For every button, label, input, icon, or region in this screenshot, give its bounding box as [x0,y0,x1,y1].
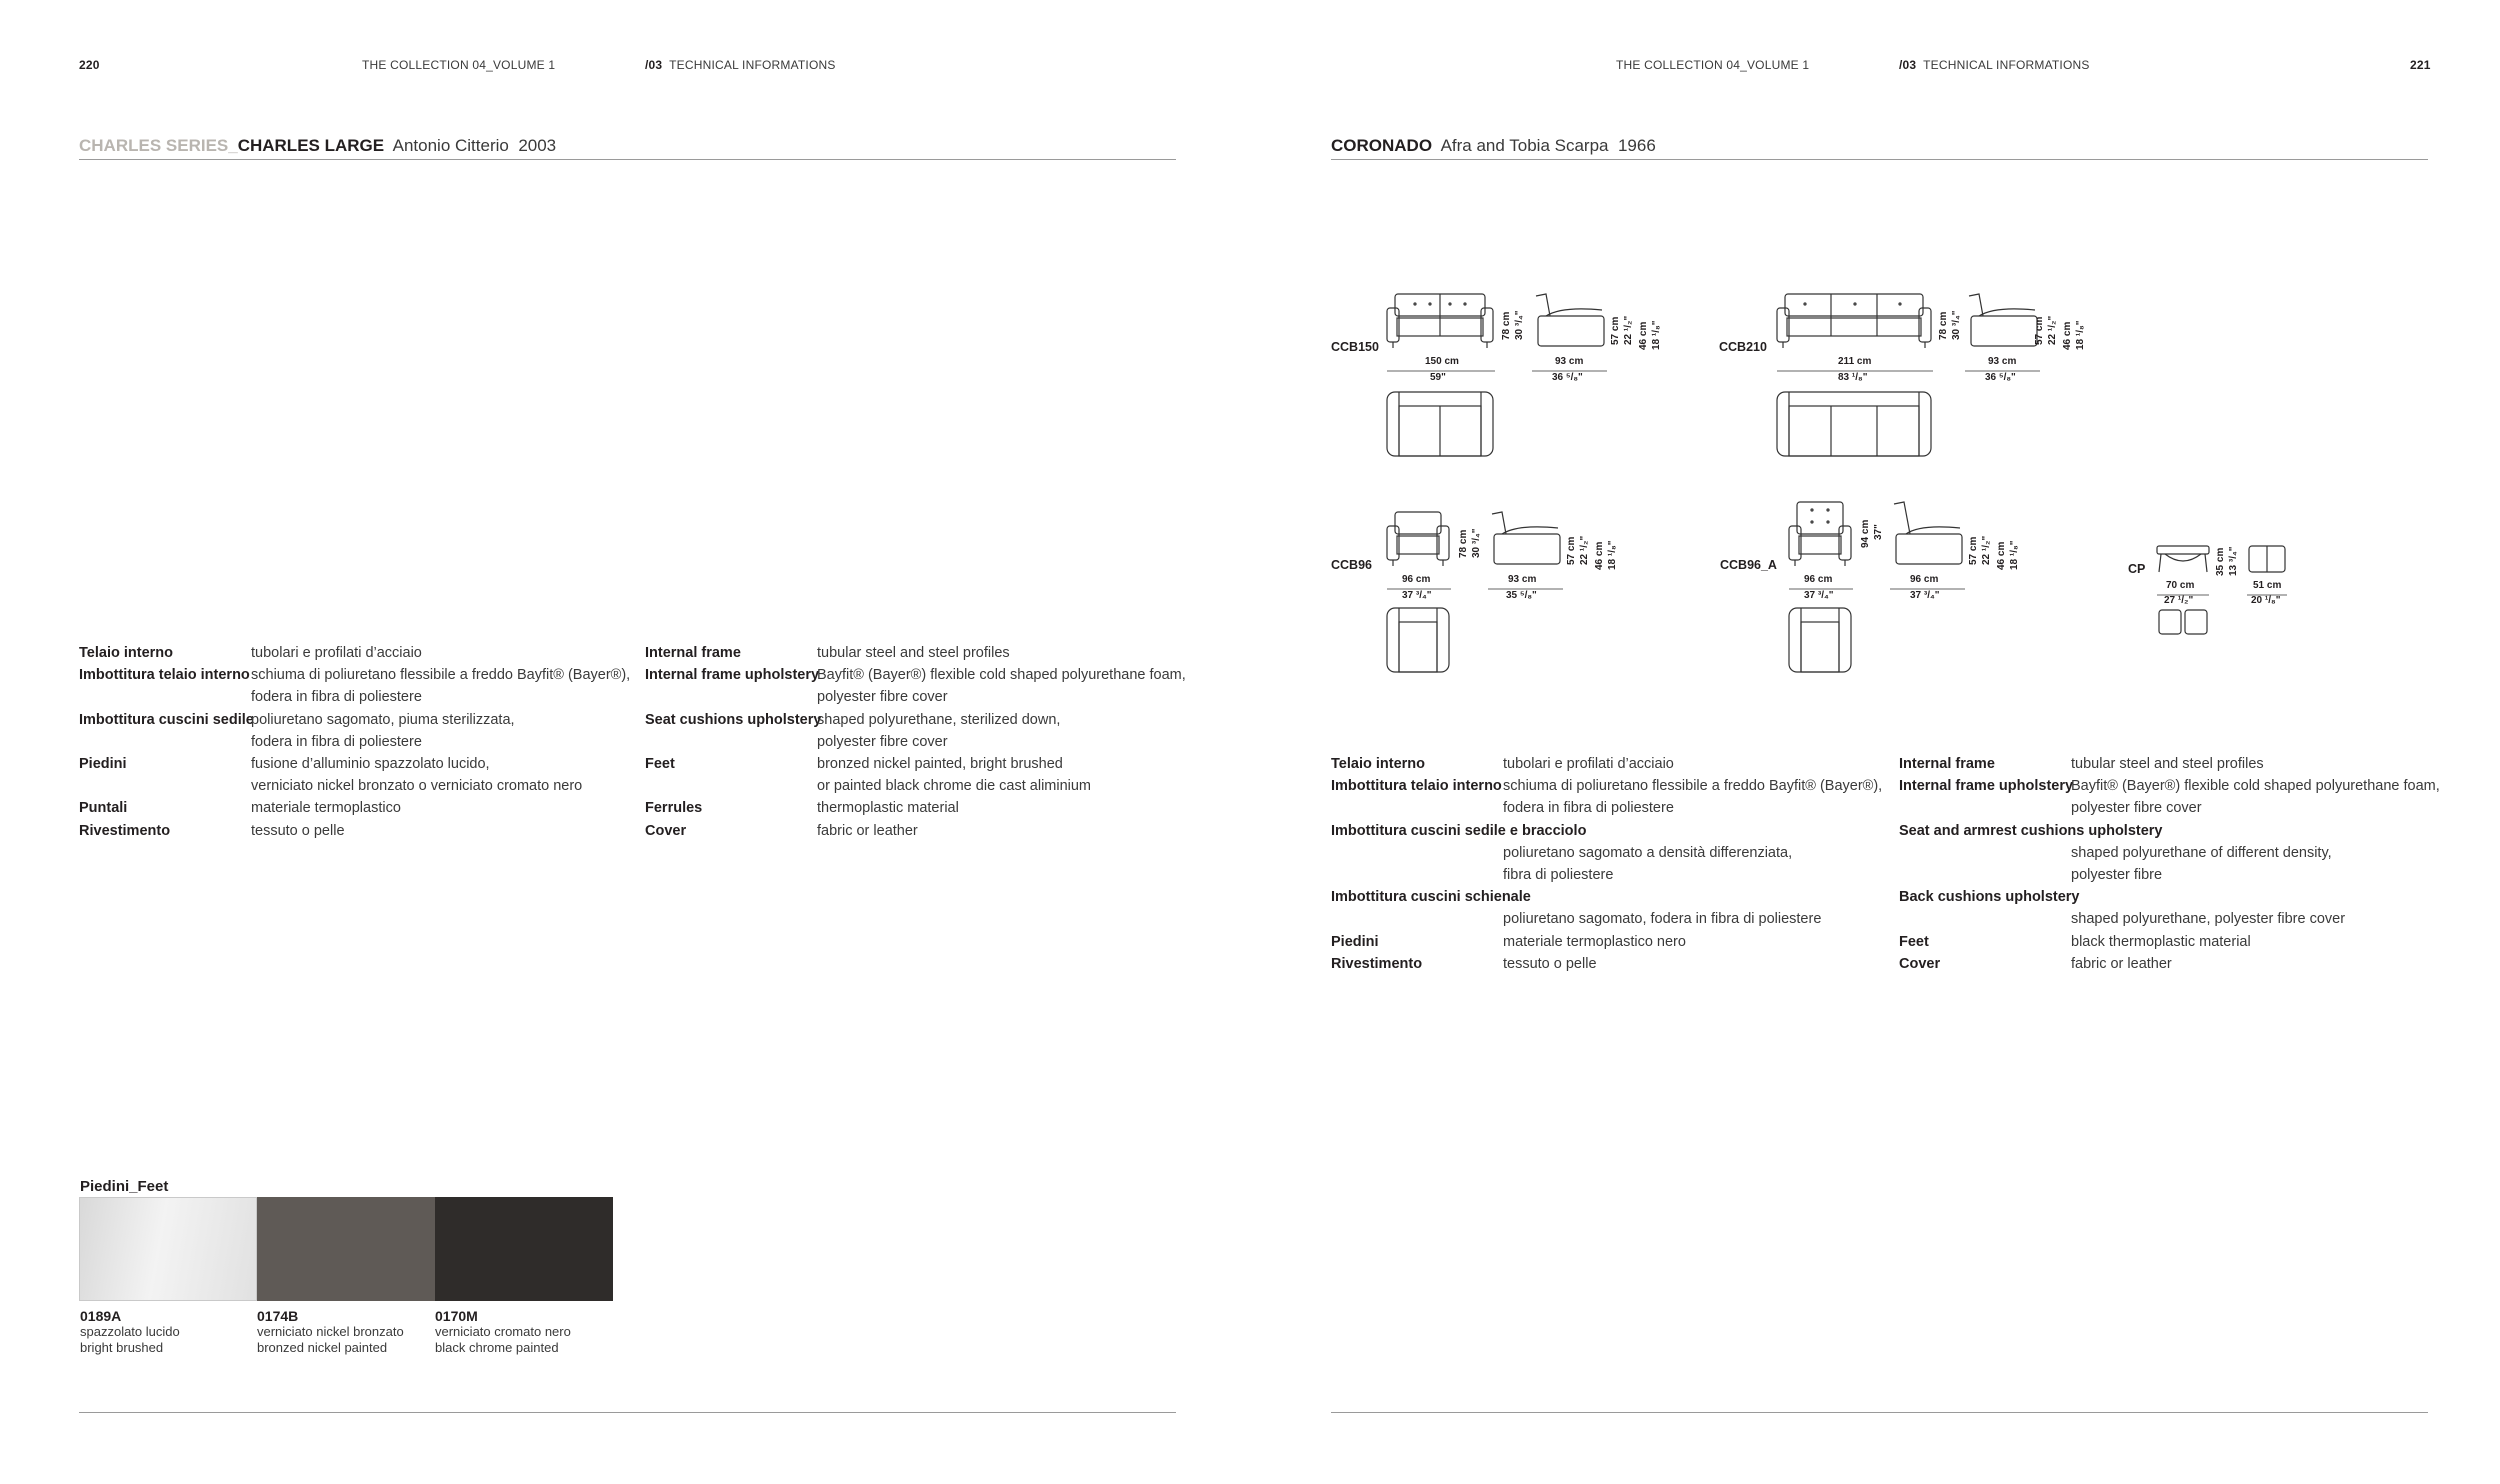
swatch-caption [435,1308,571,1356]
spec-label [645,775,817,797]
header-section-number: /03 [645,58,663,72]
header-section [1899,58,2090,72]
height-label: 78 cm [1458,529,1469,558]
arm-height-label: 46 cm [1594,541,1605,570]
header-section-number: /03 [1899,58,1917,72]
spec-row [1899,931,2440,953]
height-inches: 30 ³/₄" [1951,310,1962,340]
spec-label: Feet [645,756,675,773]
swatch-en: bronzed nickel painted [257,1340,388,1355]
spec-value: Bayfit® (Bayer®) flexible cold shaped polyurethane foam, [2071,778,2440,795]
depth-label: 96 cm [1910,574,1939,585]
spec-value: poliuretano sagomato a densità differenziata, [1503,844,1793,861]
arm-height-label: 46 cm [1996,541,2007,570]
swatch-en: black chrome painted [435,1340,559,1355]
swatch-it: verniciato nickel bronzato [257,1324,404,1339]
spec-row [1331,753,1882,775]
product-code-ccb150: CCB150 [1331,340,1379,354]
height-label: 78 cm [1501,311,1512,340]
spec-heading: Back cushions upholstery [1899,889,2080,906]
spec-label: Piedini [1331,933,1379,950]
width-inches: 27 ¹/₂" [2164,595,2194,606]
spec-value: tessuto o pelle [1503,955,1597,972]
depth-inches: 36 ⁵/₈" [1985,372,2016,383]
spec-label: Imbottitura cuscini sedile [79,711,254,728]
spec-value: bronzed nickel painted, bright brushed [817,756,1063,773]
footer-rule [79,1412,1176,1413]
spec-value: schiuma di poliuretano flessibile a freddo Bayfit® (Bayer®), [251,667,631,684]
header-section [645,58,836,72]
spec-row [1331,886,1882,908]
spec-label: Cover [645,822,687,839]
spec-value: polyester fibre [2071,867,2163,884]
spec-value: poliuretano sagomato, fodera in fibra di poliestere [1503,911,1822,928]
spec-row [1899,886,2440,908]
spec-label: Internal frame [645,645,741,661]
spec-value: polyester fibre cover [817,689,948,706]
spec-row [79,797,630,819]
armchair-front-drawing [1385,510,1451,572]
spec-row [645,797,1186,819]
spec-value: tubular steel and steel profiles [2071,756,2264,772]
arm-height-inches: 18 ¹/₈" [1607,540,1618,570]
specs-italian [1331,753,1882,975]
product-code-ccb96a: CCB96_A [1720,558,1777,572]
page-number: 220 [79,58,100,72]
spec-value: tessuto o pelle [251,822,345,839]
width-inches: 37 ³/₄" [1402,590,1432,601]
spec-label: Ferrules [645,800,703,817]
spec-row [1331,775,1882,797]
spec-label: Internal frame upholstery [645,667,820,684]
spec-row [1331,908,1882,930]
spec-row [79,686,630,708]
spec-label [1899,908,2071,930]
spec-row [1331,797,1882,819]
height-inches: 30 ³/₄" [1471,528,1482,558]
spec-row [1899,908,2440,930]
height-inches: 37" [1873,524,1884,540]
swatch-0174b [257,1197,435,1301]
spec-value: fodera in fibra di poliestere [251,733,422,750]
spec-heading: Imbottitura cuscini sedile e bracciolo [1331,822,1587,839]
table-top-drawing [2157,608,2209,636]
spec-value: shaped polyurethane of different density, [2071,844,2332,861]
depth-label: 93 cm [1988,356,2017,367]
table-side-drawing [2247,544,2287,578]
series-name: CHARLES SERIES_ [79,136,238,155]
depth-inches: 36 ⁵/₈" [1552,372,1583,383]
spec-value: polyester fibre cover [817,733,948,750]
spec-row [1899,797,2440,819]
spec-row [645,642,1186,664]
swatch-code: 0189A [80,1308,122,1324]
spec-row [79,775,630,797]
footer-rule [1331,1412,2428,1413]
spec-label: Rivestimento [79,822,171,839]
spec-label [1331,842,1503,864]
header-collection: THE COLLECTION 04_VOLUME 1 [362,58,556,72]
spec-label [1331,797,1503,819]
swatch-it: verniciato cromato nero [435,1324,571,1339]
swatch-it: spazzolato lucido [80,1324,180,1339]
sofa-front-drawing [1775,292,1933,354]
spec-label [79,731,251,753]
depth-inches: 20 ¹/₈" [2251,595,2281,606]
spec-row [79,642,630,664]
spec-row [1331,820,1882,842]
spec-value: polyester fibre cover [2071,800,2202,817]
spec-row [1899,775,2440,797]
header-section-title: TECHNICAL INFORMATIONS [1923,58,2090,72]
spec-value: fabric or leather [2071,955,2172,972]
sofa-top-drawing [1775,388,1933,460]
spec-row [1899,753,2440,775]
spec-row [645,686,1186,708]
height-inches: 30 ³/₄" [1514,310,1525,340]
width-label: 211 cm [1838,356,1872,367]
spec-label [1331,864,1503,886]
spec-row [79,753,630,775]
arm-height-inches: 18 ¹/₈" [2009,540,2020,570]
sofa-side-drawing [1532,292,1607,354]
spec-row [645,753,1186,775]
spec-label: Internal frame [1899,756,1995,772]
spec-row [1899,842,2440,864]
spec-row [645,820,1186,842]
year: 2003 [518,136,557,155]
spec-row [1331,953,1882,975]
width-label: 150 cm [1425,356,1459,367]
spec-row [79,709,630,731]
armchair-top-drawing [1385,604,1451,676]
seat-height-inches: 22 ¹/₂" [1579,535,1590,565]
product-name: CHARLES LARGE [237,136,385,155]
sofa-top-drawing [1385,388,1495,460]
seat-height-inches: 22 ¹/₂" [2047,315,2058,345]
spec-value: Bayfit® (Bayer®) flexible cold shaped polyurethane foam, [817,667,1186,684]
sofa-front-drawing [1385,292,1495,354]
spec-value: fodera in fibra di poliestere [1503,800,1674,817]
specs-english [645,642,1186,842]
spec-heading: Imbottitura cuscini schienale [1331,889,1531,906]
width-label: 70 cm [2166,580,2195,591]
seat-height-label: 57 cm [1566,536,1577,565]
width-inches: 83 ¹/₈" [1838,372,1868,383]
spec-value: shaped polyurethane, polyester fibre cover [2071,911,2346,928]
spec-row [1899,953,2440,975]
swatch-caption [257,1308,404,1356]
spec-row [1899,864,2440,886]
arm-height-label: 46 cm [2062,321,2073,350]
product-title [79,136,556,156]
spec-value: fusione d’alluminio spazzolato lucido, [251,756,490,773]
feet-title: Piedini_Feet [80,1178,169,1195]
depth-label: 93 cm [1555,356,1584,367]
spec-value: materiale termoplastico nero [1503,933,1686,950]
spec-row [1899,820,2440,842]
seat-height-inches: 22 ¹/₂" [1623,315,1634,345]
spec-value: verniciato nickel bronzato o verniciato cromato nero [251,778,583,795]
title-rule [79,159,1176,160]
spec-row [645,775,1186,797]
specs-italian [79,642,630,842]
spec-label [1331,908,1503,930]
sofa-side-drawing [1965,292,2040,354]
height-label: 94 cm [1860,519,1871,548]
depth-inches: 35 ⁵/₈" [1506,590,1537,601]
header-section-title: TECHNICAL INFORMATIONS [669,58,836,72]
armchair-high-front-drawing [1787,500,1853,572]
right-page [1250,0,2500,1484]
spec-value: tubolari e profilati d’acciaio [1503,756,1674,772]
depth-inches: 37 ³/₄" [1910,590,1940,601]
spec-label [1899,797,2071,819]
spec-value: materiale termoplastico [251,800,401,817]
spec-value: fibra di poliestere [1503,867,1614,884]
armchair-high-side-drawing [1890,500,1965,572]
seat-height-label: 57 cm [1610,316,1621,345]
title-rule [1331,159,2428,160]
seat-height-label: 57 cm [2034,316,2045,345]
height-inches: 13 ³/₄" [2228,546,2239,576]
spec-label [1899,842,2071,864]
spec-row [645,664,1186,686]
spec-value: tubolari e profilati d’acciaio [251,645,422,661]
spec-value: tubular steel and steel profiles [817,645,1010,661]
spec-row [645,709,1186,731]
product-title [1331,136,1656,156]
spec-label [1899,864,2071,886]
armchair-side-drawing [1488,510,1563,572]
seat-height-label: 57 cm [1968,536,1979,565]
designer: Afra and Tobia Scarpa [1440,136,1609,155]
height-label: 35 cm [2215,547,2226,576]
swatch-caption [80,1308,180,1356]
spec-value: black thermoplastic material [2071,933,2251,950]
year: 1966 [1617,136,1656,155]
spec-label [645,686,817,708]
spec-label: Seat cushions upholstery [645,711,822,728]
product-code-ccb210: CCB210 [1719,340,1767,354]
arm-height-inches: 18 ¹/₈" [1651,320,1662,350]
spec-value: fodera in fibra di poliestere [251,689,422,706]
spec-label: Imbottitura telaio interno [79,667,250,684]
depth-label: 93 cm [1508,574,1537,585]
arm-height-label: 46 cm [1638,321,1649,350]
swatch-en: bright brushed [80,1340,164,1355]
height-label: 78 cm [1938,311,1949,340]
seat-height-inches: 22 ¹/₂" [1981,535,1992,565]
width-inches: 37 ³/₄" [1804,590,1834,601]
spec-row [645,731,1186,753]
width-inches: 59" [1430,372,1446,383]
spec-label: Puntali [79,800,128,817]
spec-label: Imbottitura telaio interno [1331,778,1502,795]
spec-label: Piedini [79,756,127,773]
spec-label: Feet [1899,933,1929,950]
swatch-0189a [79,1197,257,1301]
spec-value: or painted black chrome die cast aliminium [817,778,1092,795]
spec-value: fabric or leather [817,822,918,839]
spec-label [645,731,817,753]
designer: Antonio Citterio [392,136,509,155]
page-number: 221 [2410,58,2431,72]
swatch-code: 0174B [257,1308,299,1324]
product-code-cp: CP [2128,562,2146,576]
spec-row [1331,864,1882,886]
spec-label: Rivestimento [1331,955,1423,972]
spec-value: schiuma di poliuretano flessibile a freddo Bayfit® (Bayer®), [1503,778,1883,795]
width-label: 96 cm [1804,574,1833,585]
arm-height-inches: 18 ¹/₈" [2075,320,2086,350]
spec-heading: Seat and armrest cushions upholstery [1899,822,2163,839]
spec-label: Telaio interno [79,645,173,661]
header-collection: THE COLLECTION 04_VOLUME 1 [1616,58,1810,72]
width-label: 96 cm [1402,574,1431,585]
product-name: CORONADO [1331,136,1433,155]
specs-english [1899,753,2440,975]
spec-row [79,731,630,753]
spec-label: Cover [1899,955,1941,972]
spec-row [79,664,630,686]
spec-label: Telaio interno [1331,756,1425,772]
spec-row [79,820,630,842]
table-front-drawing [2155,544,2211,578]
armchair-high-top-drawing [1787,604,1853,676]
spec-row [1331,931,1882,953]
spec-label [79,775,251,797]
spec-value: thermoplastic material [817,800,959,817]
spec-value: poliuretano sagomato, piuma sterilizzata, [251,711,515,728]
spec-label: Internal frame upholstery [1899,778,2074,795]
swatch-0170m [435,1197,613,1301]
depth-label: 51 cm [2253,580,2282,591]
spec-value: shaped polyurethane, sterilized down, [817,711,1061,728]
spec-label [79,686,251,708]
swatch-code: 0170M [435,1308,478,1324]
product-code-ccb96: CCB96 [1331,558,1372,572]
spec-row [1331,842,1882,864]
